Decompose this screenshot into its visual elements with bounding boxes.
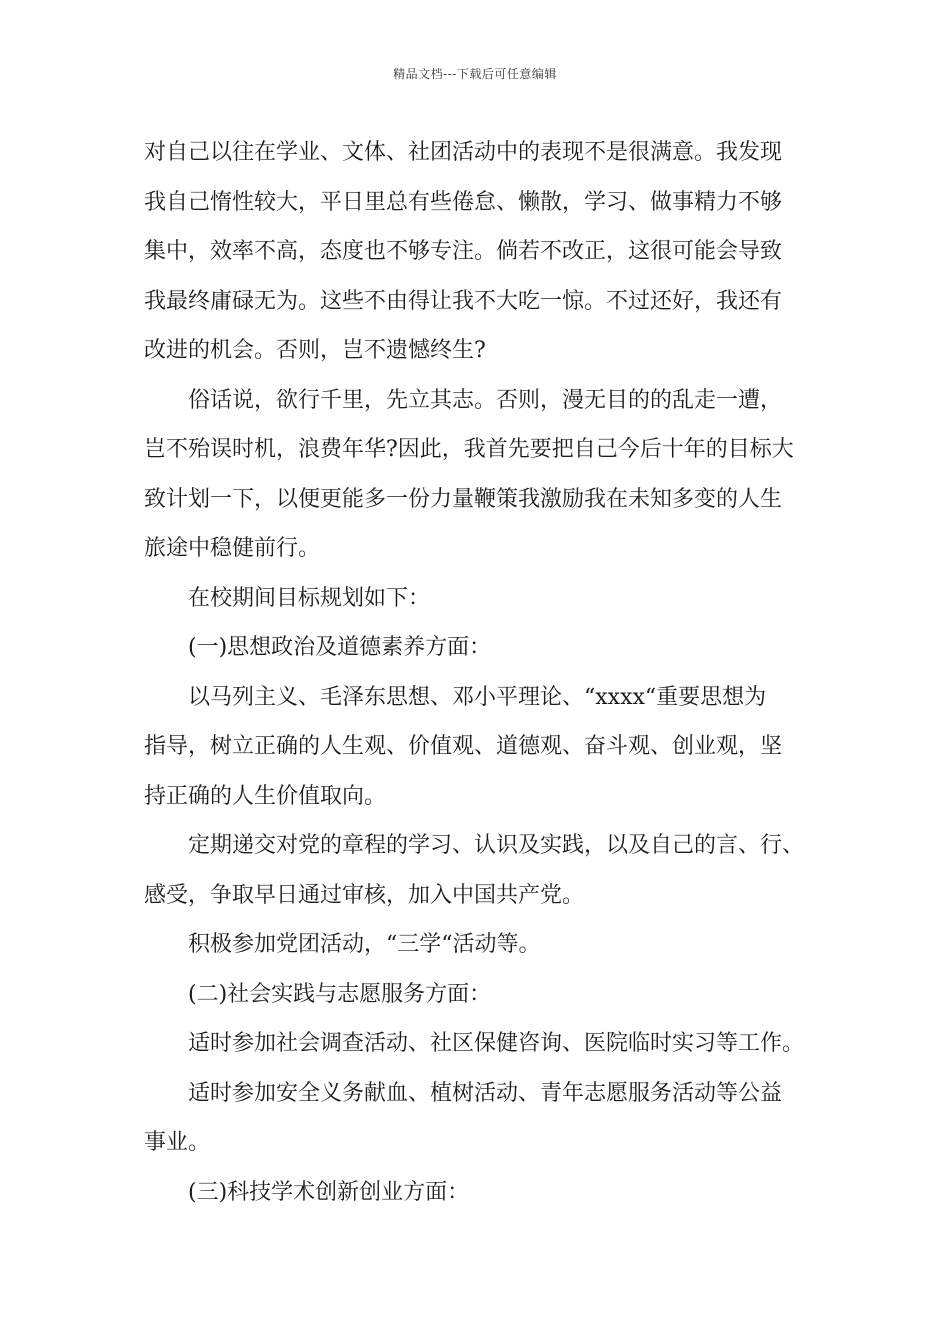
text-line: 感受，争取早日通过审核，加入中国共产党。 [144,882,585,908]
text-line: 指导，树立正确的人生观、价值观、道德观、奋斗观、创业观，坚 [144,734,783,759]
page-header: 精品文档---下载后可任意编辑 [393,67,557,81]
text-line: 事业。 [144,1130,211,1155]
text-line: 俗话说，欲行千里，先立其志。否则，漫无目的的乱走一遭， [188,387,783,413]
section-heading: (一)思想政治及道德素养方面： [188,635,492,660]
text-line: 定期递交对党的章程的学习、认识及实践，以及自己的言、行、 [188,833,805,858]
text-line: 适时参加社会调查活动、社区保健咨询、医院临时实习等工作。 [188,1031,805,1056]
text-line: 积极参加党团活动，“三学“活动等。 [188,932,541,957]
text-line: 岂不殆误时机，浪费年华?因此，我首先要把自己今后十年的目标大 [144,437,794,462]
text-line: 我自己惰性较大，平日里总有些倦怠、懒散，学习、做事精力不够 [144,189,783,215]
section-heading: (二)社会实践与志愿服务方面： [188,981,492,1007]
text-line: 以马列主义、毛泽东思想、邓小平理论、“xxxx“重要思想为 [188,684,767,710]
text-line: 在校期间目标规划如下： [188,585,431,611]
text-line: 改进的机会。否则，岂不遗憾终生? [144,338,486,363]
text-line: 持正确的人生价值取向。 [144,783,387,809]
section-heading: (三)科技学术创新创业方面： [188,1179,470,1205]
text-line: 适时参加安全义务献血、植树活动、青年志愿服务活动等公益 [188,1080,783,1106]
text-line: 旅途中稳健前行。 [144,536,321,561]
document-body [144,128,816,1217]
text-line: 集中，效率不高，态度也不够专注。倘若不改正，这很可能会导致 [144,239,783,264]
text-line: 致计划一下，以便更能多一份力量鞭策我激励我在未知多变的人生 [144,486,783,512]
text-line: 我最终庸碌无为。这些不由得让我不大吃一惊。不过还好，我还有 [144,288,783,314]
text-line: 对自己以往在学业、文体、社团活动中的表现不是很满意。我发现 [144,140,783,165]
